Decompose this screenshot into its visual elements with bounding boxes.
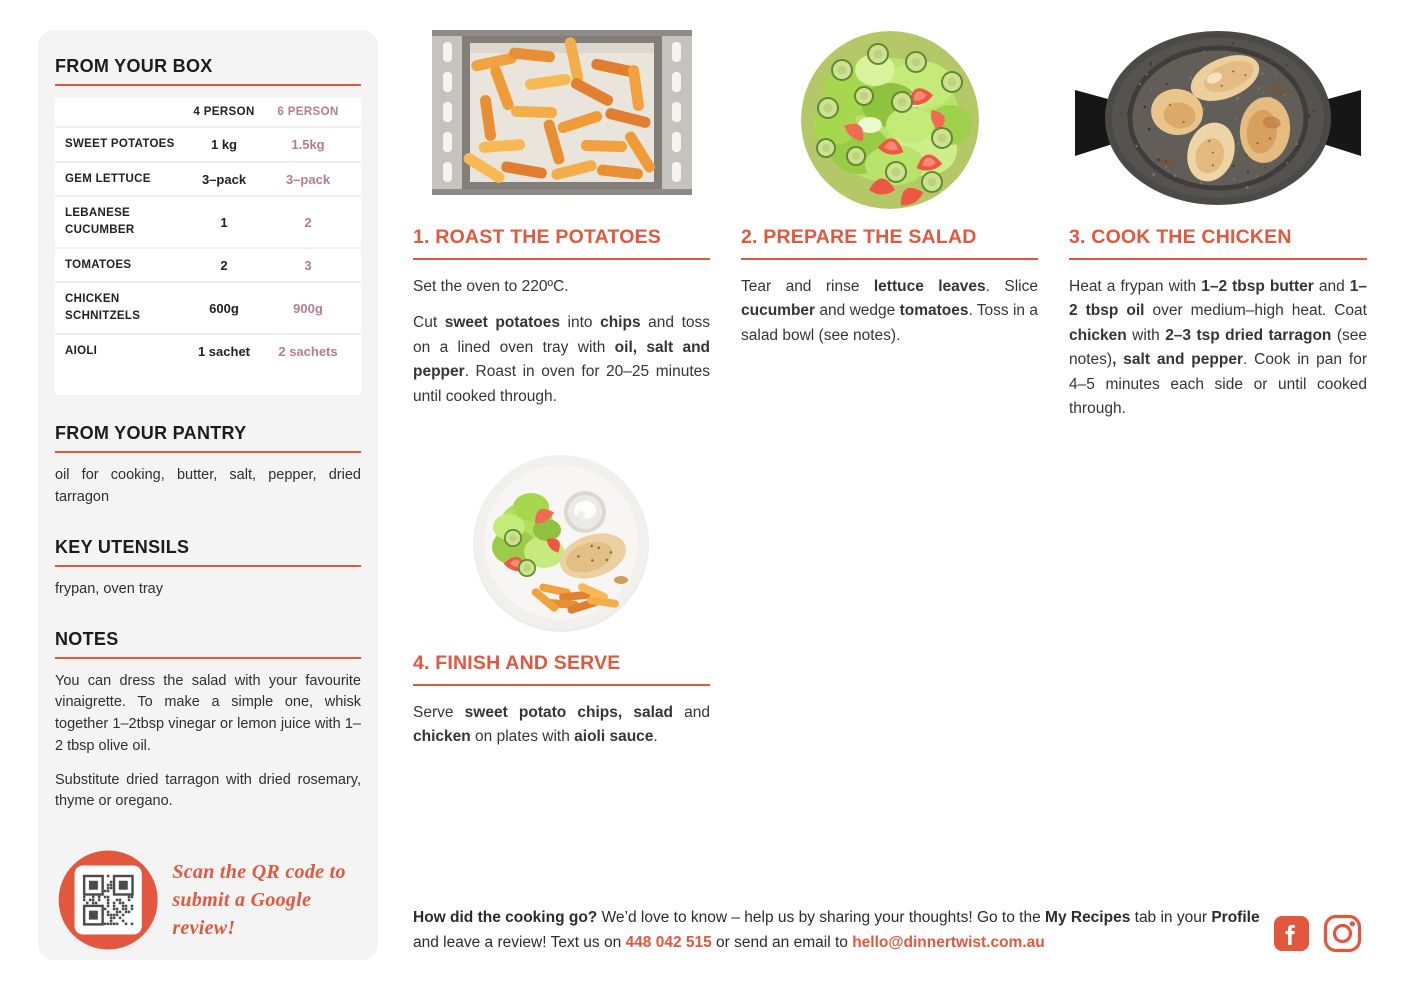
step-2-title: 2. PREPARE THE SALAD [741,226,1038,260]
utensils-text: frypan, oven tray [55,580,163,597]
ingredient-name: TOMATOES [65,258,132,271]
step-1-text: Set the oven to 220ºC. [413,278,569,295]
table-header-4-person: 4 PERSON [193,106,255,118]
ingredient-name: SWEET POTATOES [65,138,175,150]
qty-4-person: 1 sachet [197,343,251,359]
ingredient-name: AIOLI [65,344,98,357]
qty-4-person: 3–pack [201,171,247,187]
qty-6-person: 3 [304,257,312,273]
qr-caption-line1: Scan the QR code to [172,861,346,883]
table-row [55,247,361,282]
step-1-title: 1. ROAST THE POTATOES [413,226,710,260]
qty-4-person: 2 [220,257,228,273]
facebook-icon[interactable] [1274,916,1309,951]
step-1 [413,30,710,421]
chicken-frypan-photo [1069,30,1367,226]
ingredients-table [55,98,361,395]
qr-caption-line2: submit a Google review! [172,889,312,939]
table-header-row [55,98,361,126]
step-4-title: 4. FINISH AND SERVE [413,652,710,686]
table-row [55,161,361,196]
footer-feedback-text: How did the cooking go? We’d love to know – help us by sharing your thoughts! Go to the My Recipes tab in your Profile and leave a review! Text us on 448 042 515 or send an email to hello@dinnertwist.com.au [413,909,1260,951]
instagram-icon[interactable] [1323,914,1362,953]
table-row [55,126,361,161]
qty-6-person: 1.5kg [291,136,325,152]
qr-code [54,842,162,958]
qty-6-person: 2 sachets [278,343,338,359]
qty-4-person: 600g [209,300,239,316]
step-4 [413,452,710,762]
ingredient-name: LEBANESE CUCUMBER [65,207,135,237]
ingredient-name: CHICKEN SCHNITZELS [65,293,141,323]
qty-4-person: 1 [220,214,228,230]
step-3 [1069,30,1367,434]
plated-dish-photo [413,452,710,652]
step-3-text: Heat a frypan with 1–2 tbsp butter and 1–2 tbsp oil over medium–high heat. Coat chicken with 2–3 tsp dried tarragon (see notes), salt and pepper. Cook in pan for 4–5 minutes each side or until cooked through. [1069,278,1368,418]
roasted-potatoes-photo [413,30,710,226]
table-header-6-person: 6 PERSON [277,106,339,118]
social-links [1274,914,1394,953]
qr-review-block [54,842,366,958]
salad-bowl-photo [741,30,1038,226]
table-row [55,281,361,332]
box-section-title: FROM YOUR BOX [55,56,361,86]
step-4-text: Serve sweet potato chips, salad and chicken on plates with aioli sauce. [413,704,710,746]
pantry-text: oil for cooking, butter, salt, pepper, dried tarragon [55,467,361,506]
qr-caption [172,858,366,942]
qty-6-person: 3–pack [285,171,331,187]
notes-paragraph: You can dress the salad with your favourite vinaigrette. To make a simple one, whisk together 1–2tbsp vinegar or lemon juice with 1–2 tbsp olive oil. [55,672,361,754]
step-3-title: 3. COOK THE CHICKEN [1069,226,1367,260]
notes-paragraph: Substitute dried tarragon with dried rosemary, thyme or oregano. [55,771,361,810]
pantry-section-title: FROM YOUR PANTRY [55,423,361,453]
ingredient-name: GEM LETTUCE [65,172,151,185]
utensils-section-title: KEY UTENSILS [55,537,361,567]
notes-section-title: NOTES [55,629,361,659]
table-row [55,333,361,368]
qty-4-person: 1 kg [210,136,237,152]
qty-6-person: 2 [304,214,312,230]
step-2 [741,30,1038,360]
sidebar [38,30,378,960]
step-2-text: Tear and rinse lettuce leaves. Slice cucumber and wedge tomatoes. Toss in a salad bowl (see notes). [741,278,1038,344]
table-row [55,195,361,246]
qty-6-person: 900g [293,300,323,316]
step-1-text: Cut sweet potatoes into chips and toss on a lined oven tray with oil, salt and pepper. Roast in oven for 20–25 minutes until cooked through. [413,314,711,405]
